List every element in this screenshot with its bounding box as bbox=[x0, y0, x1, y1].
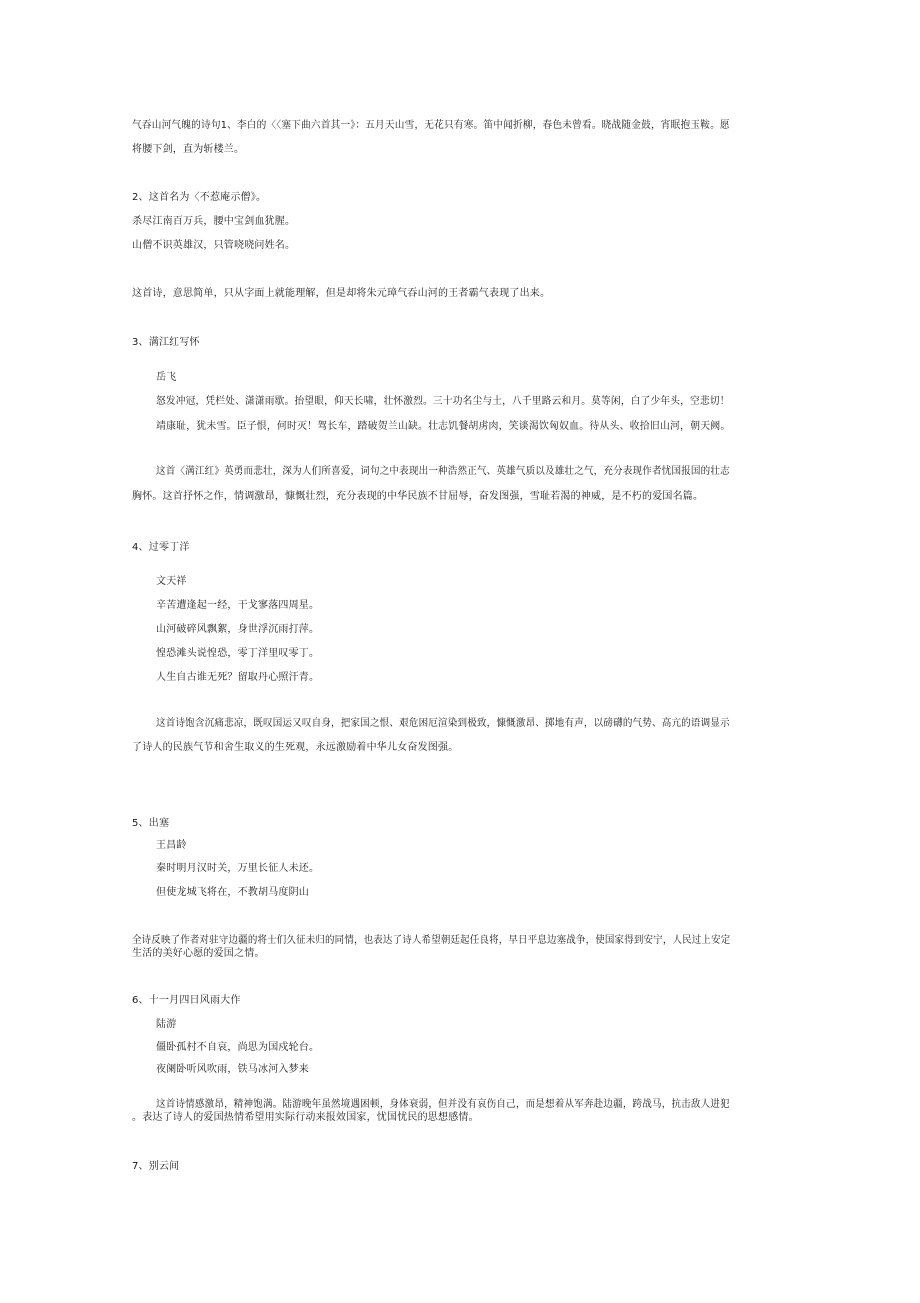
section-2-verse-1: 杀尽江南百万兵，腰中宝剑血犹腥。 bbox=[132, 216, 296, 227]
section-3-author: 岳飞 bbox=[156, 372, 177, 383]
section-2-comment: 这首诗，意思简单，只从字面上就能理解，但是却将朱元璋气吞山河的王者霸气表现了出来。 bbox=[132, 288, 551, 299]
section-4-verse-2: 山河破碎风飘絮，身世浮沉雨打萍。 bbox=[156, 624, 320, 635]
section-4-author: 文天祥 bbox=[156, 576, 187, 587]
section-4-heading: 4、过零丁洋 bbox=[132, 542, 190, 553]
section-4-verse-1: 辛苦遭逢起一经，干戈寥落四周星。 bbox=[156, 600, 320, 611]
intro-line-1: 气吞山河气魄的诗句1、李白的〈〈塞下曲六首其一》：五月天山雪，无花只有寒。笛中闻折柳，春色未曾看。晓战随金鼓，宵眠抱玉鞍。愿 bbox=[132, 120, 730, 131]
section-6-comment-2: 。表达了诗人的爱国热情希望用实际行动来报效国家，忧国忧民的思想感情。 bbox=[132, 1112, 479, 1123]
section-5-author: 王昌龄 bbox=[156, 840, 187, 851]
section-3-comment-2: 胸怀。这首抒怀之作，情调激昂，慷慨壮烈，充分表现的中华民族不甘屈辱，奋发图强，雪耻若渴的神威，是不朽的爱国名篇。 bbox=[132, 491, 704, 502]
section-6-heading: 6、十一月四日风雨大作 bbox=[132, 995, 241, 1006]
section-2-heading: 2、这首名为〈不惹庵示僧》。 bbox=[132, 192, 267, 203]
section-4-verse-3: 惶恐滩头说惶恐，零丁洋里叹零丁。 bbox=[156, 648, 320, 659]
section-3-heading: 3、满江红写怀 bbox=[132, 337, 200, 348]
section-7-heading: 7、别云间 bbox=[132, 1161, 180, 1172]
section-2-verse-2: 山僧不识英雄汉，只管哓哓问姓名。 bbox=[132, 240, 296, 251]
section-5-verse-2: 但使龙城飞将在，不教胡马度阴山 bbox=[156, 887, 309, 898]
section-5-comment-1: 全诗反映了作者对驻守边疆的将士们久征未归的同情，也表达了诗人希望朝廷起任良将，早日平息边塞战争，使国家得到安宁，人民过上安定 bbox=[132, 935, 731, 946]
section-5-heading: 5、出塞 bbox=[132, 818, 170, 829]
section-5-comment-2: 生活的美好心愿的爱国之情。 bbox=[132, 948, 265, 959]
section-3-verse-2: 靖康耻，犹未雪。臣子恨，何时灭！驾长车，踏破贺兰山缺。壮志饥餐胡虏肉，笑谈渴饮匈奴血。待从头、收拾旧山河，朝天阙。 bbox=[156, 421, 731, 432]
section-3-comment-1: 这首〈满江红》英勇而悲壮，深为人们所喜爱，词句之中表现出一种浩然正气、英雄气质以及雄壮之气，充分表现作者忧国报国的壮志 bbox=[156, 466, 730, 477]
section-4-comment-1: 这首诗饱含沉痛悲凉，既叹国运又叹自身，把家国之恨、艰危困厄渲染到极致，慷慨激昂、掷地有声，以磅礴的气势、高亢的语调显示 bbox=[156, 718, 730, 729]
section-5-verse-1: 秦时明月汉时关，万里长征人未还。 bbox=[156, 863, 320, 874]
section-6-verse-2: 夜阑卧听风吹雨，铁马冰河入梦来 bbox=[156, 1064, 309, 1075]
section-4-verse-4: 人生自古谁无死？留取丹心照汗青。 bbox=[156, 672, 320, 683]
section-6-verse-1: 僵卧孤村不自哀，尚思为国戍轮台。 bbox=[156, 1042, 320, 1053]
section-6-comment-1: 这首诗情感激昂，精神饱满。陆游晚年虽然境遇困顿，身体衰弱，但并没有哀伤自己，而是想着从军奔赴边疆，跨战马，抗击敌人进犯 bbox=[156, 1099, 730, 1110]
intro-line-2: 将腰下剑，直为斩楼兰。 bbox=[132, 144, 245, 155]
section-3-verse-1: 怒发冲冠，凭栏处、潇潇雨歇。抬望眼，仰天长啸，壮怀激烈。三十功名尘与土，八千里路云和月。莫等闲，白了少年头，空悲切！ bbox=[156, 396, 730, 407]
section-4-comment-2: 了诗人的民族气节和舍生取义的生死观，永远激励着中华儿女奋发图强。 bbox=[132, 742, 459, 753]
section-6-author: 陆游 bbox=[156, 1019, 177, 1030]
